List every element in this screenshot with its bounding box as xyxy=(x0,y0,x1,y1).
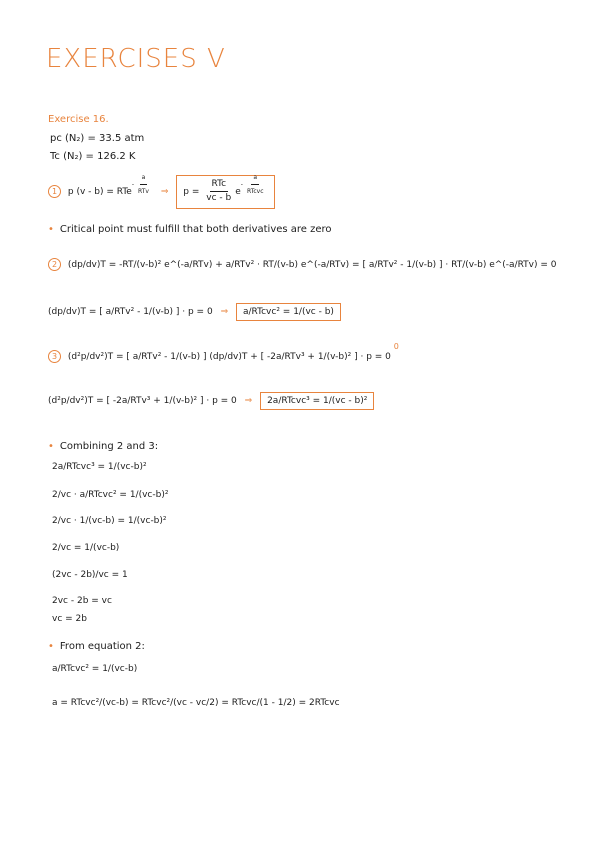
exercise-label: Exercise 16. xyxy=(48,114,109,125)
page-title: EXERCISES Ⅴ xyxy=(46,44,226,74)
from-eq2-text: From equation 2: xyxy=(59,641,145,652)
eq2-restated: a/RTcvc² = 1/(vc-b) xyxy=(52,664,138,674)
eq2-boxed-result: a/RTcvc² = 1/(vc - b) xyxy=(236,303,341,321)
critical-point-text: Critical point must fulfill that both derivatives are zero xyxy=(59,224,332,235)
combine-step-4: 2/vc = 1/(vc-b) xyxy=(52,543,120,553)
bullet-icon: • xyxy=(48,641,54,652)
bullet-icon: • xyxy=(48,224,54,235)
equation-2-line-2 xyxy=(48,303,341,321)
eq3-line-1-text: (d²p/dv²)T = [ a/RTv² - 1/(v-b) ] (dp/dv)T + [ -2a/RTv³ + 1/(v-b)² ] · p = 0 xyxy=(67,352,391,362)
eq1-boxed-exp-den: RTcvc xyxy=(246,188,264,195)
eq1-boxed-result: p = $\frac{\text{RTc}}{vc - b}$ $e^{- \frac{a}{\text{RTcvc}}}$ xyxy=(176,175,274,209)
combine-step-5: (2vc - 2b)/vc = 1 xyxy=(52,570,128,580)
eq1-boxed-den: vc - b xyxy=(206,193,232,203)
implies-arrow: ⇒ xyxy=(244,396,253,406)
combine-step-1: 2a/RTcvc³ = 1/(vc-b)² xyxy=(52,462,147,472)
eq3-line-2-text: (d²p/dv²)T = [ -2a/RTv³ + 1/(v-b)² ] · p = 0 xyxy=(48,396,237,406)
equation-3-line-1 xyxy=(48,342,399,363)
combine-step-3: 2/vc · 1/(vc-b) = 1/(vc-b)² xyxy=(52,516,167,526)
eq1-lhs: p (v - b) = RTe xyxy=(67,187,132,197)
eq1-exp-num: a xyxy=(140,172,148,185)
critical-point-note xyxy=(48,224,332,235)
bullet-icon: • xyxy=(48,441,54,452)
equation-1: 1 p (v - b) = RTe$^{- \frac{a}{\text{RTv}}}$ ⇒ p = $\frac{\text{RTc}}{vc - b}$ $e^{- \frac{a}{\text{RTcvc}}}$ xyxy=(48,175,275,209)
implies-arrow: ⇒ xyxy=(220,307,229,317)
final-result: a = RTcvc²/(vc-b) = RTcvc²/(vc - vc/2) = RTcvc/(1 - 1/2) = 2RTcvc xyxy=(52,698,340,708)
combine-step-6: 2vc - 2b = vc xyxy=(52,596,112,606)
combine-step-7: vc = 2b xyxy=(52,614,87,624)
marker-2: 2 xyxy=(48,258,61,271)
combining-text: Combining 2 and 3: xyxy=(59,441,159,452)
given-tc: Tc (N₂) = 126.2 K xyxy=(50,151,136,162)
from-eq2-note xyxy=(48,641,145,652)
marker-3: 3 xyxy=(48,350,61,363)
eq1-boxed-num: RTc xyxy=(210,179,229,192)
combine-step-2: 2/vc · a/RTcvc² = 1/(vc-b)² xyxy=(52,490,169,500)
zero-mark: 0 xyxy=(393,342,399,351)
implies-arrow: ⇒ xyxy=(160,187,169,197)
combining-note xyxy=(48,441,158,452)
eq2-line-2-text: (dp/dv)T = [ a/RTv² - 1/(v-b) ] · p = 0 xyxy=(48,307,213,317)
eq1-exp-den: RTv xyxy=(138,188,149,195)
eq2-line-1-text: (dp/dv)T = -RT/(v-b)² e^(-a/RTv) + a/RTv² · RT/(v-b) e^(-a/RTv) = [ a/RTv² - 1/(v-b) ] · RT/(v-b) e^(-a/RTv) = 0 xyxy=(67,260,557,270)
eq3-boxed-result: 2a/RTcvc³ = 1/(vc - b)² xyxy=(260,392,374,410)
marker-1: 1 xyxy=(48,185,61,198)
eq1-boxed-exp-num: a xyxy=(251,172,259,185)
equation-3-line-2 xyxy=(48,392,374,410)
equation-2-line-1 xyxy=(48,258,557,271)
eq1-boxed-lhs: p = xyxy=(183,187,200,197)
given-pc: pc (N₂) = 33.5 atm xyxy=(50,133,145,144)
